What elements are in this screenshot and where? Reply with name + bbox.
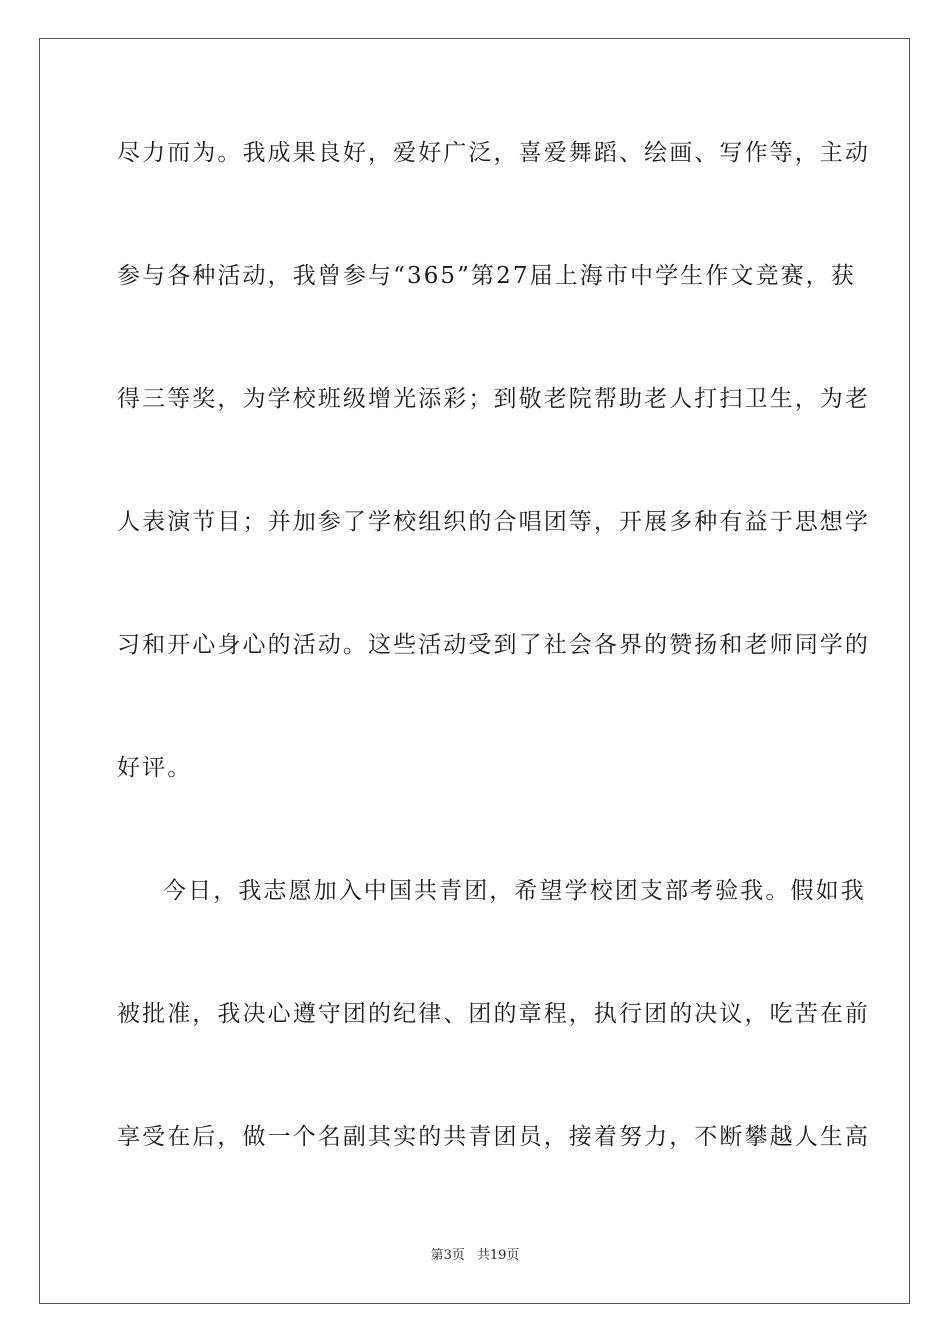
text-line: 尽力而为。我成果良好，爱好广泛，喜爱舞蹈、绘画、写作等，主动 bbox=[117, 140, 870, 166]
text-line: 享受在后，做一个名副其实的共青团员，接着努力，不断攀越人生高 bbox=[117, 1124, 870, 1150]
text-line: 好评。 bbox=[117, 755, 193, 781]
text-line: 被批准，我决心遵守团的纪律、团的章程，执行团的决议，吃苦在前 bbox=[117, 1001, 870, 1027]
text-line: 得三等奖，为学校班级增光添彩；到敬老院帮助老人打扫卫生，为老 bbox=[117, 386, 870, 412]
text-line: 习和开心身心的活动。这些活动受到了社会各界的赞扬和老师同学的 bbox=[117, 632, 870, 658]
page-border bbox=[39, 38, 910, 1304]
text-line: 人表演节目；并加参了学校组织的合唱团等，开展多种有益于思想学 bbox=[117, 509, 870, 535]
page-footer bbox=[0, 1247, 950, 1265]
page-total: 共19页 bbox=[476, 1248, 520, 1263]
text-line: 参与各种活动，我曾参与“365”第27届上海市中学生作文竞赛，获 bbox=[117, 263, 856, 289]
paragraph-first-line: 今日，我志愿加入中国共青团，希望学校团支部考验我。假如我 bbox=[163, 878, 866, 904]
page-number: 第3页 bbox=[430, 1248, 465, 1263]
